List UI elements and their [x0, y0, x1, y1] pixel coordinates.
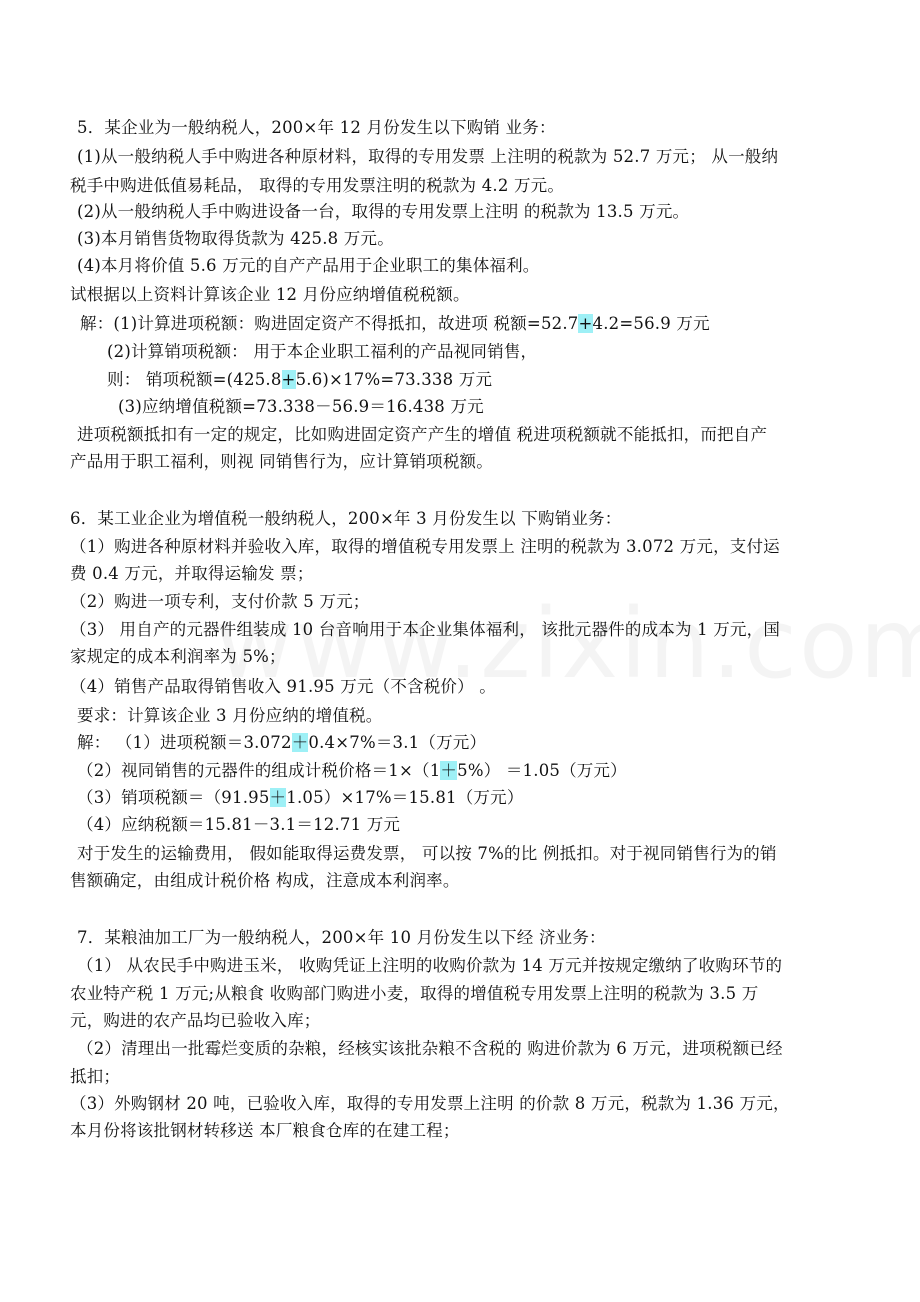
q5-item3: (3)本月销售货物取得货款为 425.8 万元。: [77, 229, 394, 248]
q6-solution-step2: [77, 760, 627, 782]
q7-item2-line1: （2）清理出一批霉烂变质的杂粮，经核实该批杂粮不含税的 购进价款为 6 万元，进项税额已经: [77, 1039, 783, 1058]
q6-solution-step3: [77, 787, 524, 809]
q6-sol2-text: （2）视同销售的元器件的组成计税价格＝1×（1: [77, 761, 441, 780]
plus-operator: ＋: [269, 788, 287, 807]
q6-item4: （4）销售产品取得销售收入 91.95 万元（不含税价） 。: [70, 677, 496, 696]
q5-solution-step2: (2)计算销项税额： 用于本企业职工福利的产品视同销售，: [107, 342, 538, 361]
q5-question: 试根据以上资料计算该企业 12 月份应纳增值税税额。: [70, 285, 470, 304]
plus-operator: ＋: [291, 733, 309, 752]
q7-item1-line1: （1） 从农民手中购进玉米， 收购凭证上注明的收购价款为 14 万元并按规定缴纳了收购环节的: [77, 956, 783, 975]
q5-note-line2: 产品用于职工福利，则视 同销售行为，应计算销项税额。: [70, 452, 493, 471]
q5-title: 5．某企业为一般纳税人，200×年 12 月份发生以下购销 业务：: [77, 118, 556, 137]
q5-sol3-result: 5.6)×17%=73.338 万元: [295, 370, 493, 389]
q5-solution-step2b: [107, 369, 492, 391]
q6-item1-line2: 费 0.4 万元，并取得运输发 票；: [70, 564, 314, 583]
q7-item3-line2: 本月份将该批钢材转移送 本厂粮食仓库的在建工程；: [70, 1121, 460, 1140]
q5-item2: (2)从一般纳税人手中购进设备一台，取得的专用发票上注明 的税款为 13.5 万元。: [77, 202, 690, 221]
q7-item1-line3: 元，购进的农产品均已验收入库；: [70, 1011, 321, 1030]
q6-item3-line1: （3） 用自产的元器件组装成 10 台音响用于本企业集体福利， 该批元器件的成本为 1 万元，国: [70, 620, 781, 639]
plus-operator: +: [578, 314, 593, 333]
q6-sol1-result: 0.4×7%＝3.1（万元）: [308, 733, 487, 752]
q6-sol1-text: 解： （1）进项税额＝3.072: [77, 733, 292, 752]
q6-note-line2: 售额确定，由组成计税价格 构成，注意成本利润率。: [70, 871, 460, 890]
q5-item1-line1: (1)从一般纳税人手中购进各种原材料，取得的专用发票 上注明的税款为 52.7 万元； 从一般纳: [77, 147, 779, 166]
q5-item4: (4)本月将价值 5.6 万元的自产产品用于企业职工的集体福利。: [77, 256, 540, 275]
q6-item3-line2: 家规定的成本利润率为 5%；: [70, 647, 286, 666]
q6-sol3-text: （3）销项税额＝（91.95: [77, 788, 270, 807]
plus-operator: ＋: [440, 761, 458, 780]
q5-solution-step3: (3)应纳增值税额=73.338－56.9＝16.438 万元: [118, 397, 484, 416]
q7-item2-line2: 抵扣；: [70, 1067, 121, 1086]
q7-title: 7．某粮油加工厂为一般纳税人，200×年 10 月份发生以下经 济业务：: [77, 928, 606, 947]
q6-question: 要求：计算该企业 3 月份应纳的增值税。: [77, 706, 383, 725]
q6-sol2-result: 5%） ＝1.05（万元）: [457, 761, 627, 780]
q5-solution-step1: [80, 313, 710, 335]
q6-title: 6．某工业企业为增值税一般纳税人，200×年 3 月份发生以 下购销业务：: [70, 509, 622, 528]
q6-solution-step1: [77, 732, 486, 754]
plus-operator: +: [281, 370, 296, 389]
q6-solution-step4: （4）应纳税额＝15.81－3.1＝12.71 万元: [77, 815, 401, 834]
q5-item1-line2: 税手中购进低值易耗品， 取得的专用发票注明的税款为 4.2 万元。: [70, 176, 565, 195]
q6-item1-line1: （1）购进各种原材料并验收入库，取得的增值税专用发票上 注明的税款为 3.072 万元，支付运: [70, 537, 780, 556]
q5-sol3-text: 则： 销项税额=(425.8: [107, 370, 282, 389]
q5-sol1-result: 4.2=56.9 万元: [592, 314, 710, 333]
q7-item1-line2: 农业特产税 1 万元;从粮食 收购部门购进小麦，取得的增值税专用发票上注明的税款为 3.5 万: [70, 984, 759, 1003]
q6-item2: （2）购进一项专利，支付价款 5 万元；: [70, 592, 370, 611]
q5-note-line1: 进项税额抵扣有一定的规定，比如购进固定资产产生的增值 税进项税额就不能抵扣，而把自产: [77, 425, 768, 444]
q5-sol1-text: 解：(1)计算进项税额：购进固定资产不得抵扣，故进项 税额=52.7: [80, 314, 579, 333]
q7-item3-line1: （3）外购钢材 20 吨，已验收入库，取得的专用发票上注明 的价款 8 万元，税款为 1.36 万元，: [70, 1094, 790, 1113]
q6-sol3-result: 1.05）×17%＝15.81（万元）: [286, 788, 524, 807]
q6-note-line1: 对于发生的运输费用， 假如能取得运费发票， 可以按 7%的比 例抵扣。对于视同销售行为的销: [77, 844, 777, 863]
